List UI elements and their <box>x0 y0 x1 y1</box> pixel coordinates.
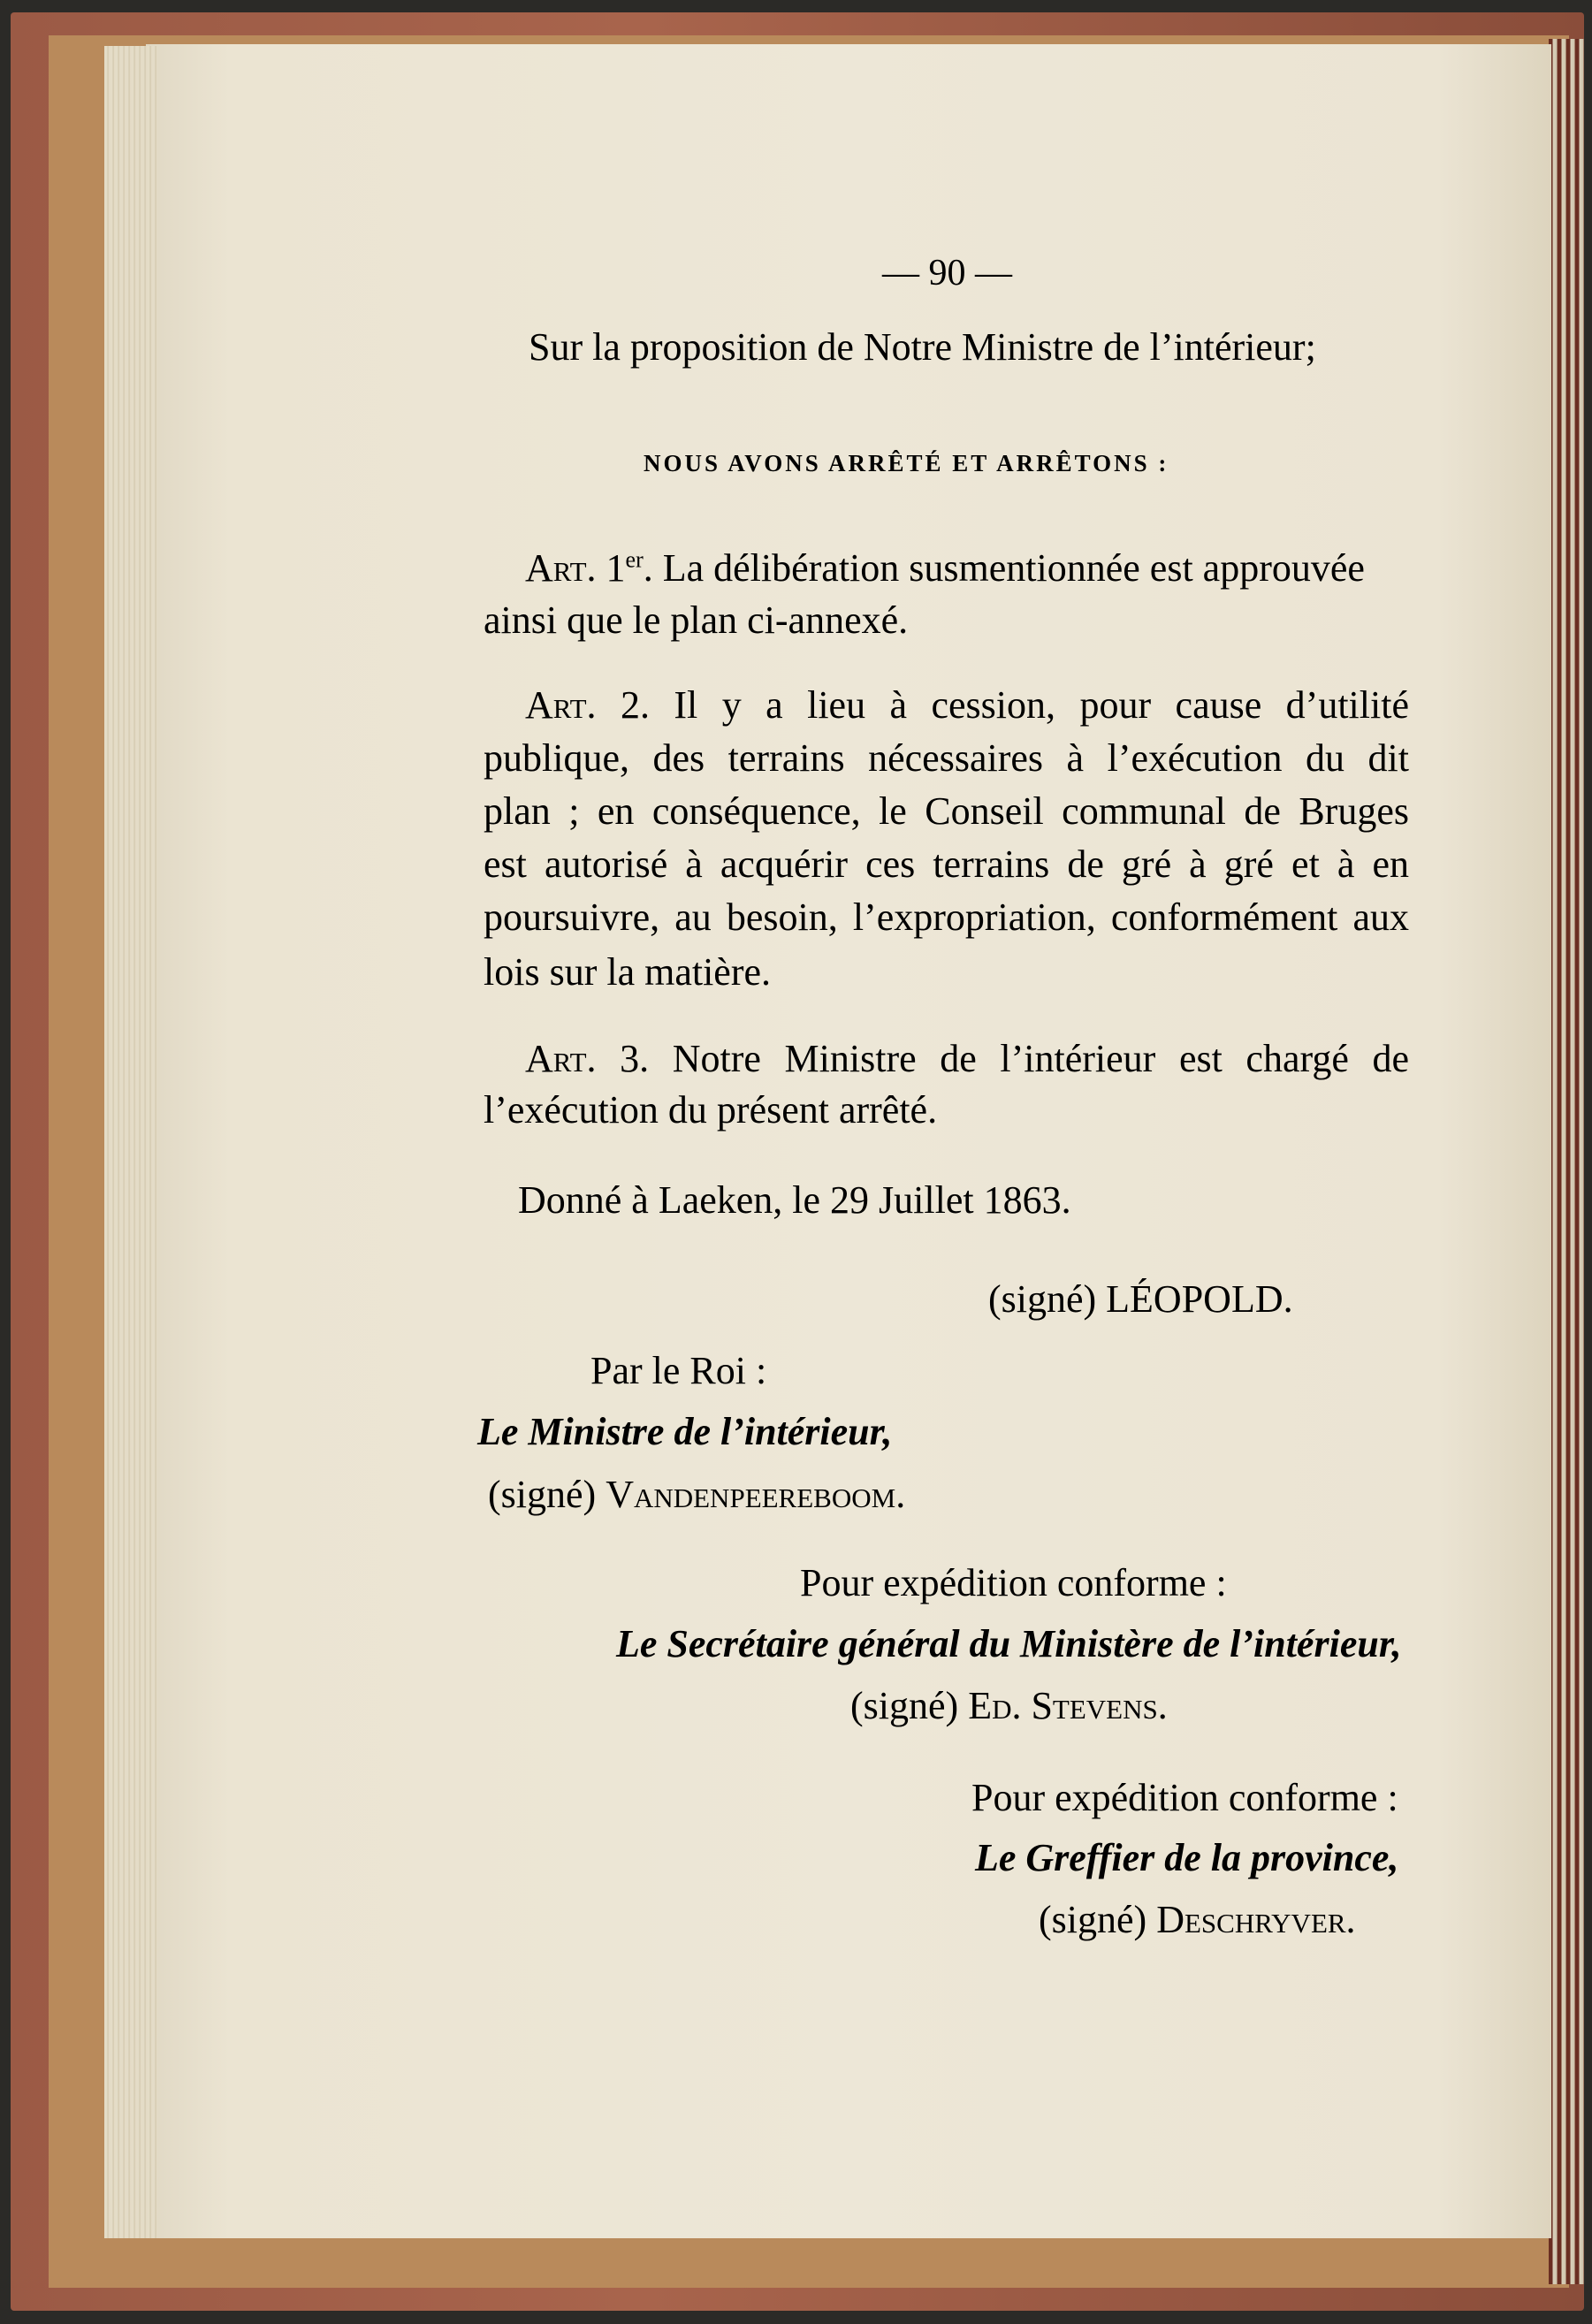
article-2-line-4: est autorisé à acquérir ces terrains de gré à gré et à en <box>484 842 1409 886</box>
expedition-line-1: Pour expédition conforme : <box>800 1561 1227 1604</box>
article-2-line-5: poursuivre, au besoin, l’expropriation, conformément aux <box>484 895 1409 939</box>
par-le-roi: Par le Roi : <box>590 1349 767 1392</box>
minister-title: Le Ministre de l’intérieur, <box>477 1410 893 1453</box>
article-2-line-3: plan ; en conséquence, le Conseil communal de Bruges <box>484 789 1409 833</box>
article-2-line-2: publique, des terrains nécessaires à l’exécution du dit <box>484 736 1409 780</box>
decree-heading: NOUS AVONS ARRÊTÉ ET ARRÊTONS : <box>644 450 1169 476</box>
minister-signature: (signé) Vandenpeereboom. <box>488 1473 906 1516</box>
given-at-line: Donné à Laeken, le 29 Juillet 1863. <box>518 1178 1071 1222</box>
greffier-signature: (signé) Deschryver. <box>1039 1898 1356 1941</box>
intro-line: Sur la proposition de Notre Ministre de l’intérieur; <box>529 325 1316 369</box>
page-number: — 90 — <box>882 253 1012 293</box>
article-label: Art. <box>525 546 597 590</box>
article-2-line-1: Art. 2. Il y a lieu à cession, pour cause d’utilité <box>525 683 1409 727</box>
expedition-line-2: Pour expédition conforme : <box>971 1776 1398 1819</box>
article-3-line-2: l’exécution du présent arrêté. <box>484 1088 938 1132</box>
article-2-line-6: lois sur la matière. <box>484 950 772 994</box>
page-edges-left <box>104 46 157 2238</box>
secretary-title: Le Secrétaire général du Ministère de l’intérieur, <box>616 1622 1402 1665</box>
article-1-line-2: ainsi que le plan ci-annexé. <box>484 598 909 642</box>
page-edges-right <box>1549 39 1584 2284</box>
article-1-line-1: Art. 1er. La délibération susmentionnée est approuvée <box>525 546 1365 590</box>
article-3-line-1: Art. 3. Notre Ministre de l’intérieur est chargé de <box>525 1037 1410 1080</box>
king-signature: (signé) LÉOPOLD. <box>988 1277 1293 1321</box>
greffier-title: Le Greffier de la province, <box>975 1836 1399 1879</box>
secretary-signature: (signé) Ed. Stevens. <box>850 1684 1168 1727</box>
